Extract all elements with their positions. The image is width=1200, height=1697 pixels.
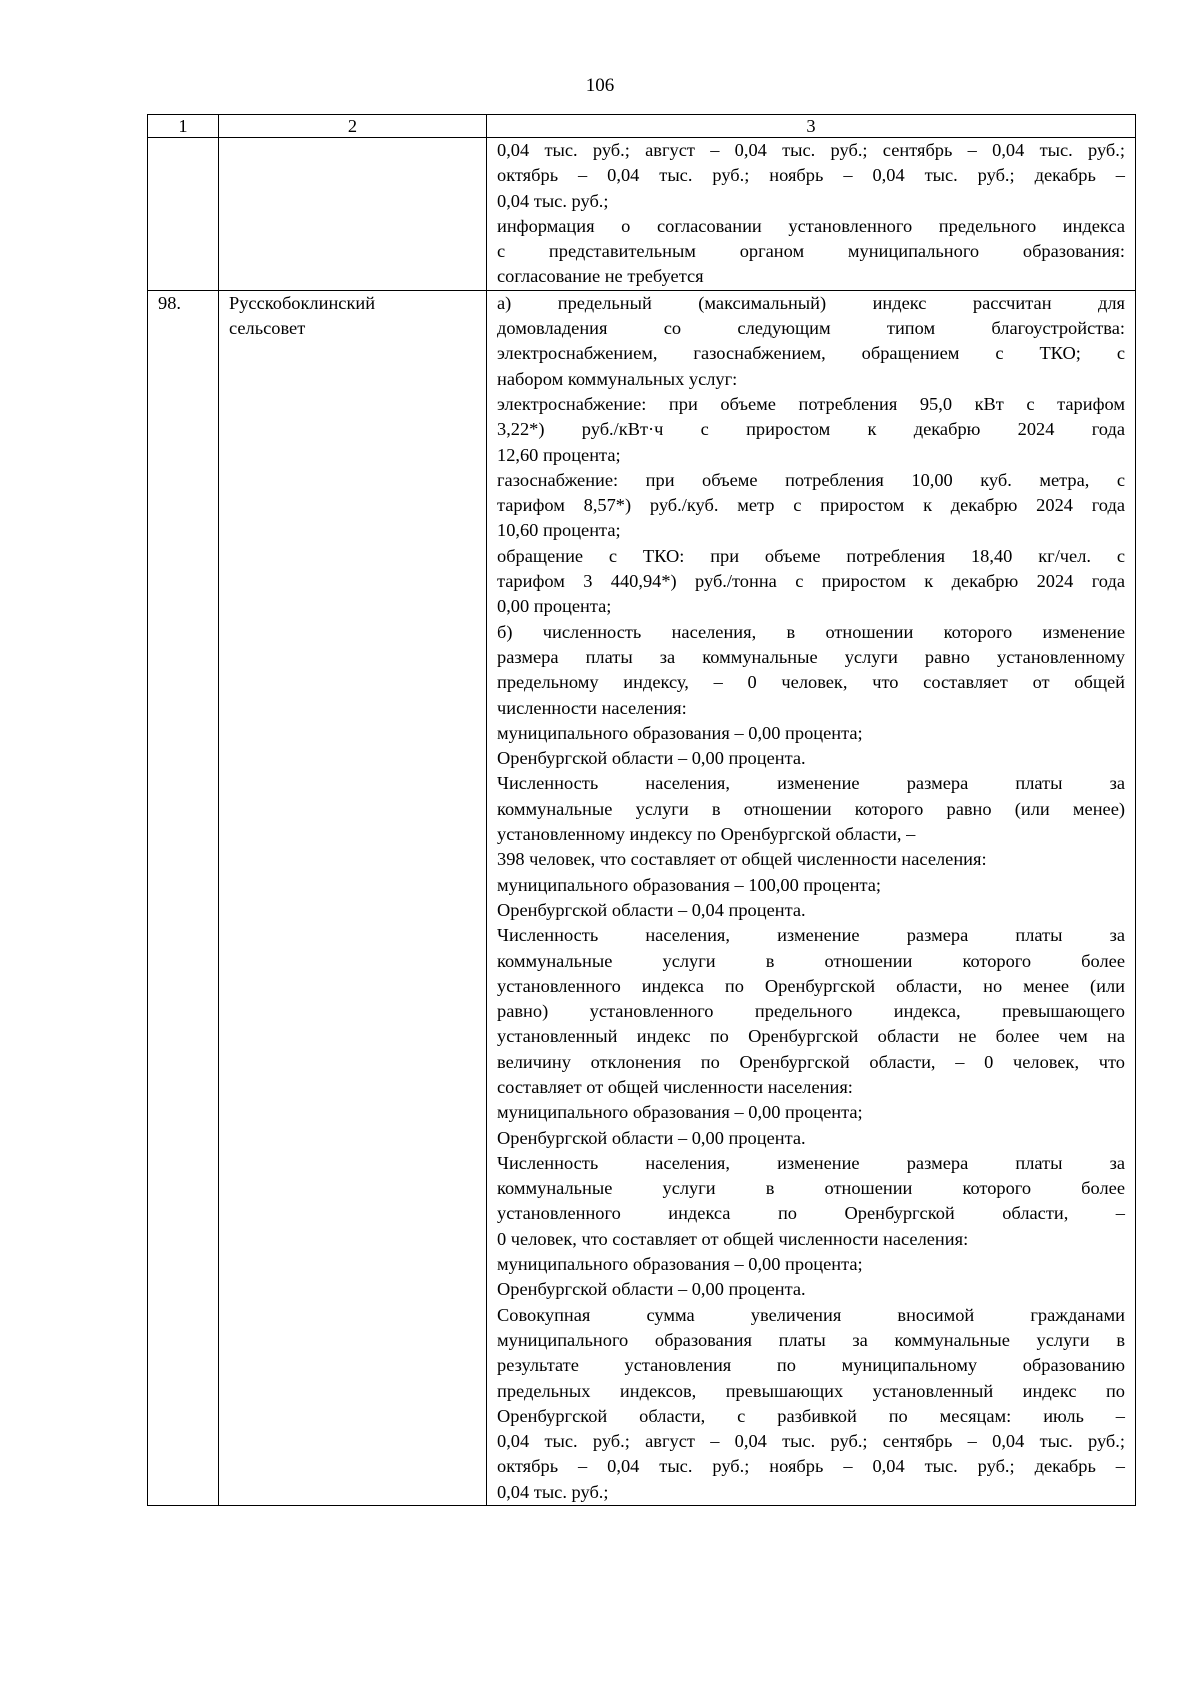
indicator-text-line: октябрь – 0,04 тыс. руб.; ноябрь – 0,04 тыс. руб.; декабрь – [497, 1456, 1125, 1477]
indicator-text-line: предельному индексу, – 0 человек, что составляет от общей [497, 672, 1125, 693]
indicator-text-line: установленный индекс по Оренбургской области не более чем на [497, 1026, 1125, 1047]
continuation-text-line: согласование не требуется [497, 266, 704, 287]
indicator-text-line: муниципального образования – 0,00 процента; [497, 722, 863, 743]
continuation-name-cell [219, 138, 487, 291]
indicator-text-line: 398 человек, что составляет от общей численности населения: [497, 849, 987, 870]
continuation-text-line: октябрь – 0,04 тыс. руб.; ноябрь – 0,04 тыс. руб.; декабрь – [497, 165, 1125, 186]
municipality-name-line: Русскобоклинский [229, 292, 376, 313]
indicator-text-line: коммунальные услуги в отношении которого более [497, 1178, 1125, 1199]
indicator-text-line: муниципального образования – 100,00 процента; [497, 874, 882, 895]
indicator-text-line: Численность населения, изменение размера платы за [497, 773, 1125, 794]
indicator-text-line: 0,04 тыс. руб.; август – 0,04 тыс. руб.; сентябрь – 0,04 тыс. руб.; [497, 1431, 1125, 1452]
indicator-text-line: Численность населения, изменение размера платы за [497, 1152, 1125, 1173]
table-row-98 [148, 290, 1136, 1505]
page-number: 106 [585, 75, 615, 96]
indicator-text-line: муниципального образования – 0,00 процента; [497, 1254, 863, 1275]
indicator-text-line: Оренбургской области – 0,04 процента. [497, 899, 806, 920]
indicator-text-line: коммунальные услуги в отношении которого равно (или менее) [497, 798, 1125, 819]
indicator-text-line: установленного индекса по Оренбургской области, – [497, 1203, 1125, 1224]
header-cell-1: 1 [148, 115, 219, 138]
indicator-text-line: Оренбургской области – 0,00 процента. [497, 1279, 806, 1300]
indicator-text-line: б) численность населения, в отношении которого изменение [497, 621, 1125, 642]
indicator-text-line: результате установления по муниципальному образованию [497, 1355, 1125, 1376]
indicator-text-line: Оренбургской области – 0,00 процента. [497, 1127, 806, 1148]
table-row-continuation [148, 138, 1136, 291]
indicator-text-cell [487, 290, 1136, 1505]
indicator-text-line: 12,60 процента; [497, 444, 621, 465]
indicator-text-line: 0 человек, что составляет от общей численности населения: [497, 1228, 969, 1249]
indicator-text-line: муниципального образования платы за коммунальные услуги в [497, 1329, 1125, 1350]
header-cell-2: 2 [219, 115, 487, 138]
document-table [147, 114, 1136, 1506]
indicator-text-line: Оренбургской области, с разбивкой по месяцам: июль – [497, 1405, 1125, 1426]
continuation-text-line: 0,04 тыс. руб.; [497, 190, 609, 211]
indicator-text-line: 10,60 процента; [497, 520, 621, 541]
indicator-text-line: величину отклонения по Оренбургской области, – 0 человек, что [497, 1051, 1125, 1072]
header-cell-3: 3 [487, 115, 1136, 138]
table-header-row [148, 115, 1136, 138]
municipality-name-cell [219, 290, 487, 1505]
indicator-text-line: тарифом 3 440,94*) руб./тонна с приростом к декабрю 2024 года [497, 571, 1125, 592]
continuation-number-cell [148, 138, 219, 291]
indicator-text-line: 0,04 тыс. руб.; [497, 1481, 609, 1502]
indicator-text-line: набором коммунальных услуг: [497, 368, 738, 389]
indicator-text-line: Оренбургской области – 0,00 процента. [497, 748, 806, 769]
row-number-cell: 98. [148, 290, 219, 1505]
indicator-text-line: численности населения: [497, 697, 687, 718]
indicator-text-line: размера платы за коммунальные услуги равно установленному [497, 646, 1125, 667]
indicator-text-line: Совокупная сумма увеличения вносимой гражданами [497, 1304, 1125, 1325]
indicator-text-line: 3,22*) руб./кВт·ч с приростом к декабрю 2024 года [497, 419, 1125, 440]
indicator-text-line: электроснабжением, газоснабжением, обращением с ТКО; с [497, 343, 1125, 364]
indicator-text-line: коммунальные услуги в отношении которого более [497, 950, 1125, 971]
municipality-name-line: сельсовет [229, 318, 306, 339]
indicator-text-line: установленного индекса по Оренбургской области, но менее (или [497, 975, 1125, 996]
continuation-text-line: с представительным органом муниципального образования: [497, 241, 1125, 262]
indicator-text-line: муниципального образования – 0,00 процента; [497, 1102, 863, 1123]
indicator-text-line: равно) установленного предельного индекса, превышающего [497, 1001, 1125, 1022]
continuation-text-line: информация о согласовании установленного предельного индекса [497, 215, 1125, 236]
indicator-text-line: домовладения со следующим типом благоустройства: [497, 318, 1125, 339]
indicator-text-line: Численность населения, изменение размера платы за [497, 925, 1125, 946]
indicator-text-line: газоснабжение: при объеме потребления 10,00 куб. метра, с [497, 469, 1125, 490]
indicator-text-line: установленному индексу по Оренбургской области, – [497, 824, 916, 845]
indicator-text-line: а) предельный (максимальный) индекс рассчитан для [497, 292, 1125, 313]
indicator-text-line: составляет от общей численности населения: [497, 1076, 853, 1097]
indicator-text-line: тарифом 8,57*) руб./куб. метр с приростом к декабрю 2024 года [497, 495, 1125, 516]
indicator-text-line: обращение с ТКО: при объеме потребления 18,40 кг/чел. с [497, 545, 1125, 566]
indicator-text-line: 0,00 процента; [497, 596, 612, 617]
indicator-text-line: электроснабжение: при объеме потребления 95,0 кВт с тарифом [497, 393, 1125, 414]
indicator-text-line: предельных индексов, превышающих установленный индекс по [497, 1380, 1125, 1401]
continuation-text-cell [487, 138, 1136, 291]
continuation-text-line: 0,04 тыс. руб.; август – 0,04 тыс. руб.; сентябрь – 0,04 тыс. руб.; [497, 140, 1125, 160]
